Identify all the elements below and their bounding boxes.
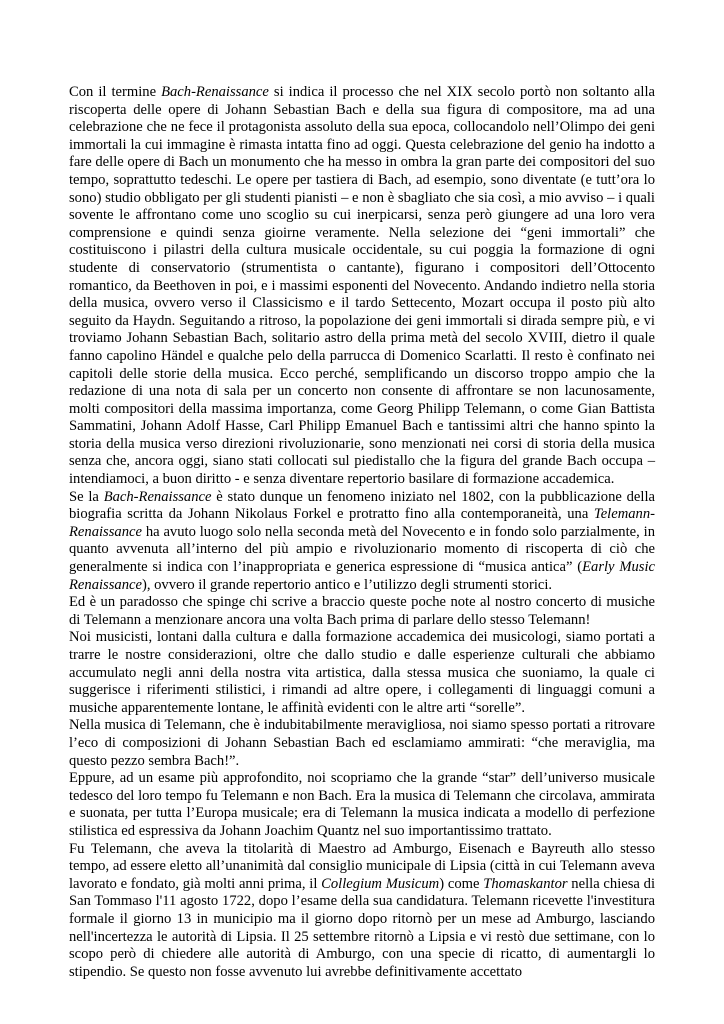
paragraph-telemann-renaissance (69, 489, 655, 595)
paragraph-paradosso (69, 594, 655, 629)
text-segment: Se la (69, 488, 104, 505)
text-segment: Noi musicisti, lontani dalla cultura e dalla formazione accademica dei musicologi, siamo portati a trarre le nostre considerazioni, oltre che dallo studio e dalle esperienze culturali che abbiamo accumulato negli anni della nostra vita artistica, dalla stessa musica che suoniamo, la quale ci suggerisce i riferimenti stilistici, i rimandi ad altre opere, i collegamenti di linguaggi comuni a musiche apparentemente lontane, le affinità evidenti con le altre arti “sorelle”. (69, 629, 655, 716)
paragraph-thomaskantor (69, 841, 655, 982)
text-segment: Nella musica di Telemann, che è indubitabilmente meravigliosa, noi siamo spesso portati a ritrovare l’eco di composizioni di Johann Sebastian Bach ed esclamiamo ammirati: “che meraviglia, ma questo pezzo sembra Bach!”. (69, 717, 655, 769)
paragraph-bach-renaissance (69, 84, 655, 489)
document-page (69, 84, 655, 981)
text-segment: Fu Telemann, che aveva la titolarità di Maestro ad Amburgo, Eisenach e Bayreuth allo stesso tempo, ad essere eletto all’unanimità dal consiglio municipale di Lipsia (città in cui Telemann aveva lavorato e fondato, già molti anni prima, il (69, 840, 655, 892)
text-segment: Con il termine (69, 84, 162, 100)
text-segment-italic: Telemann-Renaissance (69, 506, 655, 540)
text-segment-italic: Early Music Renaissance (69, 559, 655, 593)
text-segment: Eppure, ad un esame più approfondito, noi scopriamo che la grande “star” dell’universo musicale tedesco del loro tempo fu Telemann e non Bach. Era la musica di Telemann che circolava, ammirata e suonata, per tutta l’Europa musicale; era di Telemann la musica indicata a modello di perfezione stilistica ed espressiva da Johann Joachim Quantz nel suo importantissimo trattato. (69, 770, 655, 839)
paragraph-noi-musicisti (69, 629, 655, 717)
text-segment: è stato dunque un fenomeno iniziato nel 1802, con la pubblicazione della biografia scritta da Johann Nikolaus Forkel e protratto fino alla contemporaneità, una (69, 488, 655, 523)
paragraph-eppure (69, 770, 655, 840)
text-segment: nella chiesa di San Tommaso l'11 agosto 1722, dopo l’esame della sua candidatura. Telemann ricevette l'investitura formale il giorno 13 in municipio ma il giorno dopo ritornò per un mese ad Amburgo, lasciando nell'incertezza le autorità di Lipsia. Il 25 settembre ritornò a Lipsia e vi restò due settimane, con lo scopo però di chiedere alle autorità di Amburgo, con una specie di ricatto, di aumentargli lo stipendio. Se questo non fosse avvenuto lui avrebbe definitivamente accettato (69, 875, 655, 980)
text-segment-italic: Bach-Renaissance (161, 84, 269, 100)
text-segment-italic: Bach-Renaissance (103, 488, 212, 505)
paragraph-musica-telemann (69, 717, 655, 770)
text-segment: Ed è un paradosso che spinge chi scrive a braccio queste poche note al nostro concerto di musiche di Telemann a menzionare ancora una volta Bach prima di parlare dello stesso Telemann! (69, 594, 655, 628)
text-segment-italic: Thomaskantor (483, 875, 568, 892)
text-segment-italic: Collegium Musicum (321, 875, 440, 892)
text-segment: ), ovvero il grande repertorio antico e l’utilizzo degli strumenti storici. (141, 576, 553, 593)
text-segment: si indica il processo che nel XIX secolo portò non soltanto alla riscoperta delle opere di Johann Sebastian Bach e della sua figura di compositore, ma ad una celebrazione che ne fece il protagonista assoluto della sua epoca, collocandolo nell’Olimpo dei geni immortali la cui immagine è rimasta intatta fino ad oggi. Questa celebrazione del genio ha indotto a fare delle opere di Bach un monumento che ha messo in ombra la gran parte dei compositori del suo tempo, soprattutto tedeschi. Le opere per tastiera di Bach, ad esempio, sono diventate (e tutt’ora lo sono) studio obbligato per gli studenti pianisti – e non è sbagliato che sia così, a mio avviso – i quali sovente le affrontano come uno scoglio su cui inerpicarsi, senza però giungere ad una loro vera comprensione e quindi senza gioirne veramente. Nella selezione dei “geni immortali” che costituiscono i pilastri della cultura musicale occidentale, su cui poggia la formazione di ogni studente di conservatorio (strumentista o cantante), figurano i compositori dell’Ottocento romantico, da Beethoven in poi, e i massimi esponenti del Novecento. Andando indietro nella storia della musica, ovvero verso il Classicismo e il tardo Settecento, Mozart occupa il posto più alto seguito da Haydn. Seguitando a ritroso, la popolazione dei geni immortali si dirada sempre più, e vi troviamo Johann Sebastian Bach, solitario astro della prima metà del secolo XVIII, dietro il quale fanno capolino Händel e qualche pelo della parrucca di Domenico Scarlatti. Il resto è confinato nei capitoli delle storie della musica. Ecco perché, semplificando un discorso troppo ampio che la redazione di una nota di sala per un concerto non consente di affrontare se non lacunosamente, molti compositori della massima importanza, come Georg Philipp Telemann, o come Gian Battista Sammatini, Johann Adolf Hasse, Carl Philipp Emanuel Bach e tantissimi altri che hanno spinto la storia della musica verso direzioni rivoluzionarie, sono menzionati nei corsi di storia della musica senza che, ancora oggi, siano stati collocati sul piedistallo che la figura del grande Bach occupa – intendiamoci, a buon diritto - e senza diventare repertorio basilare di formazione accademica. (69, 84, 655, 488)
text-segment: ) come (439, 875, 484, 892)
text-segment: ha avuto luogo solo nella seconda metà del Novecento e in fondo solo parzialmente, in quanto avvenuta all’interno del più ampio e rivoluzionario momento di riscoperta di ciò che generalmente si indica con l’inappropriata e generica espressione di “musica antica” ( (69, 523, 655, 576)
